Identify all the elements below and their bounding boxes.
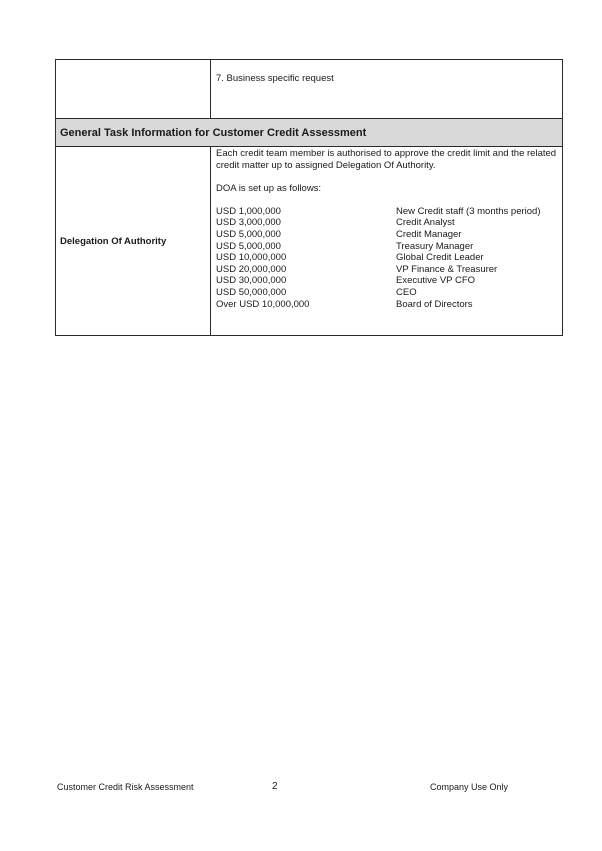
footer-classification: Company Use Only <box>430 782 509 792</box>
doa-intro-text: Each credit team member is authorised to approve the credit limit and the related credit matter up to assigned Delegation Of Authority. <box>216 148 557 171</box>
table-row-doa <box>56 147 562 335</box>
table-cell-empty <box>56 60 211 118</box>
table-row-business-request <box>56 60 562 119</box>
doa-role: Credit Manager <box>396 228 462 240</box>
doa-role: Executive VP CFO <box>396 275 476 287</box>
doa-role: Global Credit Leader <box>396 252 484 264</box>
doa-limit: USD 10,000,000 <box>216 252 287 264</box>
doa-limit: USD 50,000,000 <box>216 286 287 298</box>
doa-limit: Over USD 10,000,000 <box>216 298 310 310</box>
table-cell-request <box>211 60 562 118</box>
section-header <box>56 119 562 147</box>
doa-content-cell <box>211 147 562 335</box>
doa-limit: USD 3,000,000 <box>216 217 281 229</box>
doa-setup-text: DOA is set up as follows: <box>216 183 322 195</box>
footer-page-number: 2 <box>272 781 278 792</box>
doa-limit: USD 20,000,000 <box>216 263 287 275</box>
doa-label-cell <box>56 147 211 335</box>
doa-limit: USD 5,000,000 <box>216 240 281 252</box>
business-request-text: 7. Business specific request <box>216 73 334 84</box>
doa-role: Treasury Manager <box>396 240 474 252</box>
doa-label: Delegation Of Authority <box>60 235 167 247</box>
footer-document-title: Customer Credit Risk Assessment <box>57 782 194 792</box>
section-header-text: General Task Information for Customer Credit Assessment <box>60 126 367 139</box>
doa-role: CEO <box>396 286 417 298</box>
doa-limit: USD 5,000,000 <box>216 228 281 240</box>
doa-limit: USD 30,000,000 <box>216 275 287 287</box>
doa-table <box>55 59 563 336</box>
doa-role: Board of Directors <box>396 298 473 310</box>
doa-role: VP Finance & Treasurer <box>396 263 498 275</box>
doa-role: Credit Analyst <box>396 217 455 229</box>
doa-list <box>216 206 562 310</box>
doa-role: New Credit staff (3 months period) <box>396 205 541 217</box>
doa-limit: USD 1,000,000 <box>216 205 281 217</box>
